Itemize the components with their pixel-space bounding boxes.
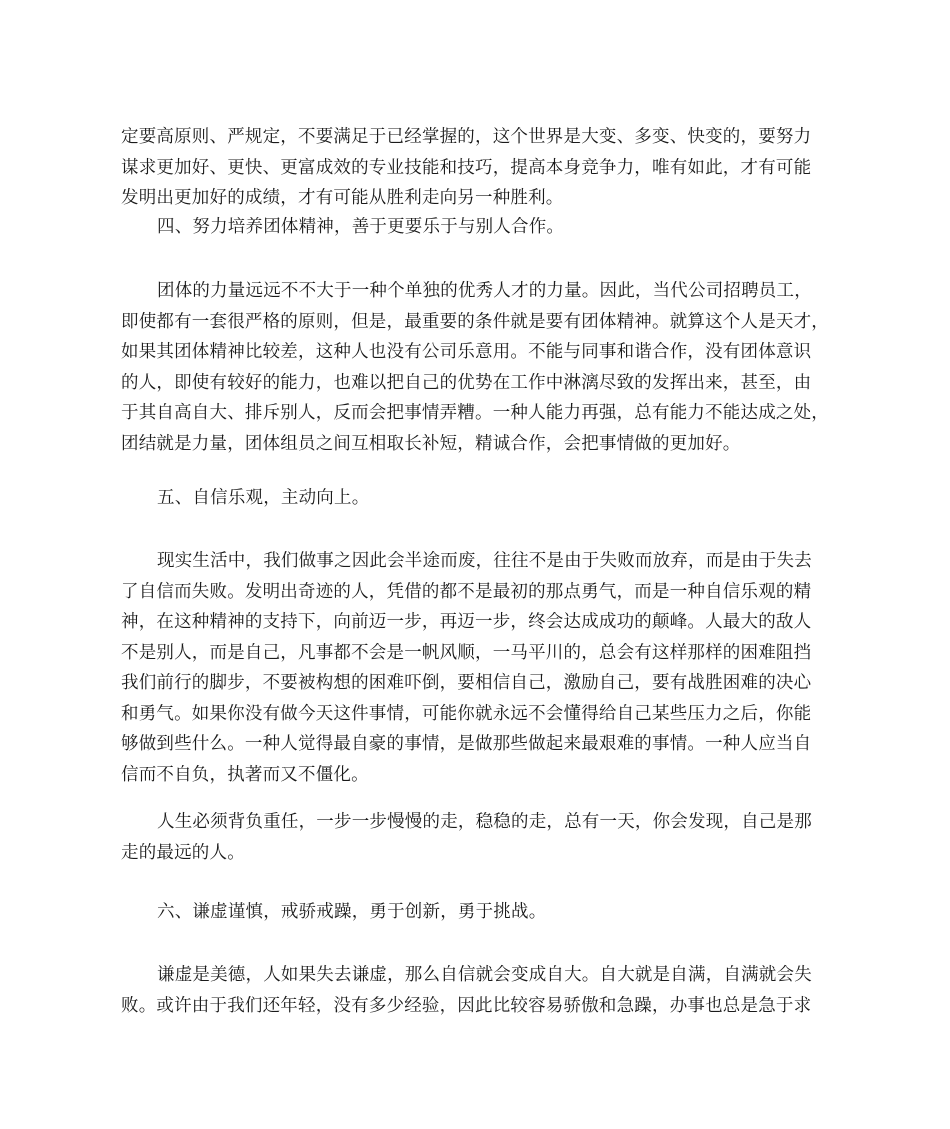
heading-text: 五、自信乐观，主动向上。 (157, 488, 370, 508)
section-heading-6 (121, 897, 833, 928)
paragraph-teamwork (121, 276, 833, 459)
text-line: 够做到些什么。一种人觉得最自豪的事情，是做那些做起来最艰难的事情。一种人应当自 (121, 734, 812, 754)
text-line: 败。或许由于我们还年轻，没有多少经验，因此比较容易骄傲和急躁，办事也总是急于求 (121, 995, 812, 1016)
paragraph-modesty (121, 960, 833, 1021)
text-line: 团结就是力量，团体组员之间互相取长补短，精诚合作，会把事情做的更加好。 (121, 433, 741, 454)
text-line: 发明出更加好的成绩，才有可能从胜利走向另一种胜利。 (121, 188, 564, 208)
heading-text: 四、努力培养团体精神，善于更要乐于与别人合作。 (157, 217, 565, 237)
text-line: 的人，即使有较好的能力，也难以把自己的优势在工作中淋漓尽致的发挥出来，甚至，由 (121, 372, 812, 393)
text-line: 和勇气。如果你没有做今天这件事情，可能你就永远不会懂得给自己某些压力之后，你能 (121, 703, 812, 724)
paragraph-confidence (121, 546, 833, 790)
section-heading-4 (121, 212, 833, 243)
text-line: 谋求更加好、更快、更富成效的专业技能和技巧，提高本身竞争力，唯有如此，才有可能 (121, 157, 812, 178)
text-line: 团体的力量远远不不大于一种个单独的优秀人才的力量。因此，当代公司招聘员工， (157, 281, 812, 301)
text-line: 于其自高自大、排斥别人，反而会把事情弄糟。一种人能力再强，总有能力不能达成之处， (121, 403, 829, 423)
text-line: 我们前行的脚步，不要被构想的困难吓倒，要相信自己，激励自己，要有战胜困难的决心 (121, 673, 812, 693)
text-line: 走的最远的人。 (121, 842, 245, 863)
section-heading-5 (121, 483, 833, 514)
text-line: 定要高原则、严规定，不要满足于已经掌握的，这个世界是大变、多变、快变的，要努力 (121, 127, 812, 147)
text-line: 人生必须背负重任，一步一步慢慢的走，稳稳的走，总有一天，你会发现，自己是那 (157, 812, 812, 832)
text-line: 即使都有一套很严格的原则，但是，最重要的条件就是要有团体精神。就算这个人是天才， (121, 311, 829, 332)
text-line: 谦虚是美德，人如果失去谦虚，那么自信就会变成自大。自大就是自满，自满就会失 (157, 965, 812, 985)
text-line: 信而不自负，执著而又不僵化。 (121, 764, 369, 785)
paragraph-continuation (121, 122, 833, 214)
text-line: 现实生活中，我们做事之因此会半途而废，往往不是由于失败而放弃，而是由于失去 (157, 551, 812, 571)
text-line: 了自信而失败。发明出奇迹的人，凭借的都不是最初的那点勇气，而是一种自信乐观的精 (121, 581, 812, 602)
paragraph-burden (121, 807, 833, 868)
text-line: 神，在这种精神的支持下，向前迈一步，再迈一步，终会达成成功的颠峰。人最大的敌人 (121, 612, 812, 632)
text-line: 不是别人，而是自己，凡事都不会是一帆风顺，一马平川的，总会有这样那样的困难阻挡 (121, 642, 812, 663)
heading-text: 六、谦虚谨慎，戒骄戒躁，勇于创新，勇于挑战。 (157, 902, 547, 922)
text-line: 如果其团体精神比较差，这种人也没有公司乐意用。不能与同事和谐合作，没有团体意识 (121, 342, 812, 362)
